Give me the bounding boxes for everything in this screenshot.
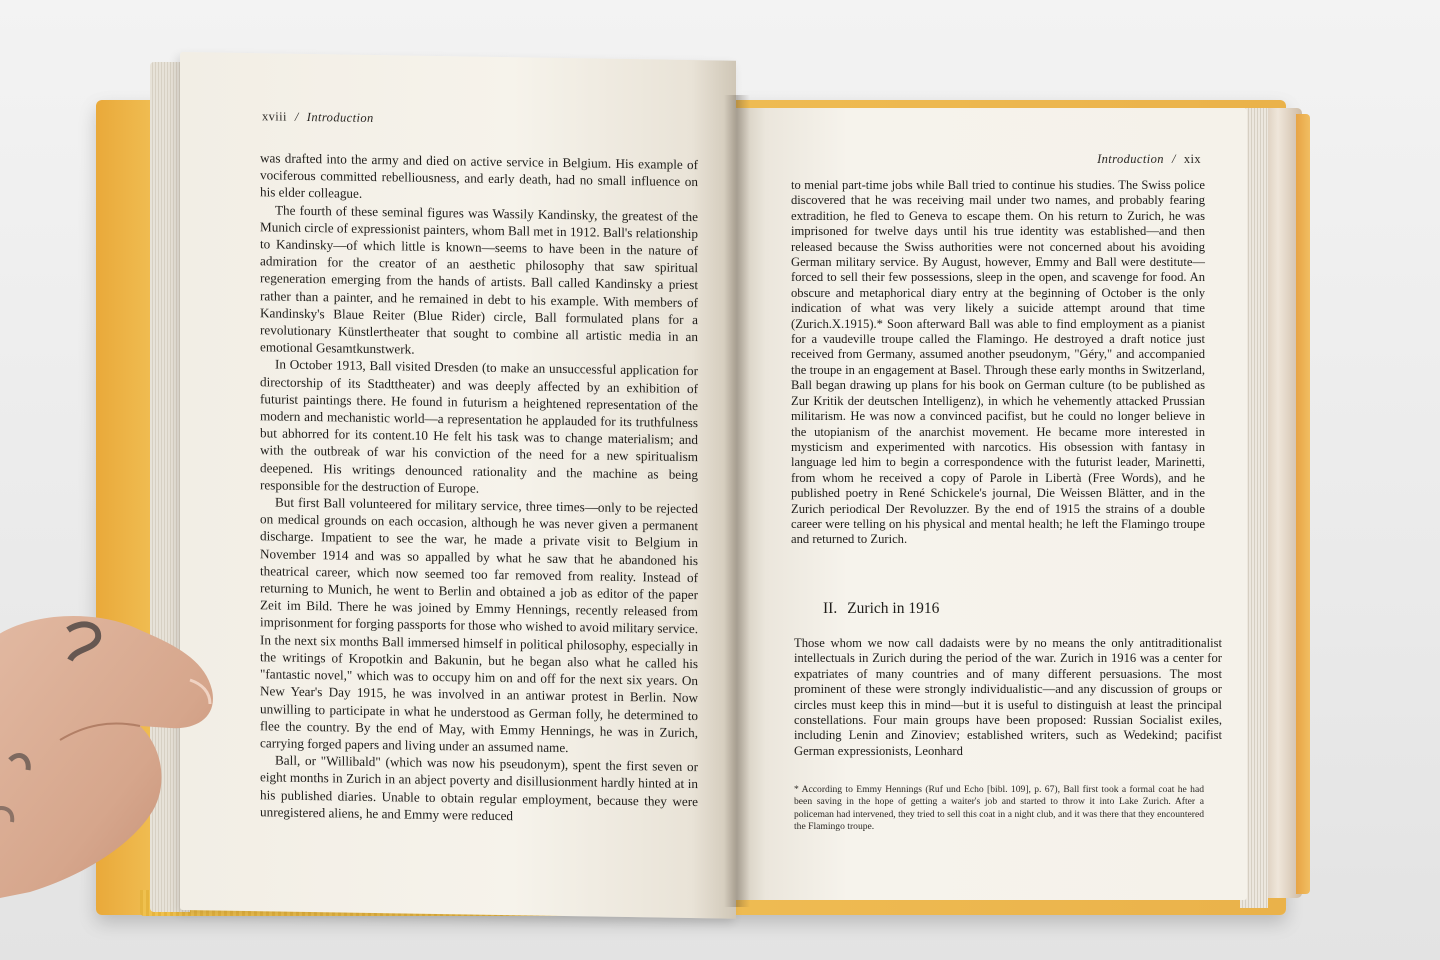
paragraph: Those whom we now call dadaists were by no means the only antitraditionalist intellectuals in Zurich during the period of the war. Zurich in 1916 was a center for expatriates of many countries and of many different persuasions. The most prominent of these were strongly individualistic—and any discussion of groups or circles must keep this in mind—but it is useful to distinguish at least the principal constellations. Four main groups have been proposed: Russian Socialist exiles, including Lenin and Zinoviev; established writers, such as Wedekind; pacifist German expressionists, Leonhard bbox=[794, 636, 1222, 758]
right-head-separator: / bbox=[1171, 152, 1176, 166]
paragraph: Ball, or "Willibald" (which was now his pseudonym), spent the first seven or eight months in Zurich in an abject poverty and disillusionment hardly hinted at in his published diaries. Unable to obtain regular employment, because they were unregistered aliens, he and Emmy were reduced bbox=[260, 752, 698, 823]
right-page bbox=[735, 108, 1247, 900]
section-heading bbox=[823, 600, 939, 618]
paragraph: was drafted into the army and died on active service in Belgium. His example of vociferous committed rebelliousness, and early death, had no small influence on his elder colleague. bbox=[260, 150, 698, 202]
paragraph: The fourth of these seminal figures was Wassily Kandinsky, the greatest of the Munich circle of expressionist painters, whom Ball met in 1912. Ball's relationship to Kandinsky—of which little is known—seems to have been in the nature of admiration for the creator of an aesthetic philosophy that saw spiritual regeneration emerging from the hands of artists. Ball called Kandinsky a priest rather than a painter, and he remained in debt to his example. With members of Kandinsky's Blaue Reiter (Blue Rider) circle, Ball formulated plans for a revolutionary Künstlertheater that sought to combine all artistic media in an emotional Gesamtkunstwerk. bbox=[260, 202, 698, 357]
right-folio: xix bbox=[1183, 152, 1201, 166]
section-number: II. bbox=[823, 600, 838, 617]
section-title: Zurich in 1916 bbox=[847, 600, 940, 617]
footnote: * According to Emmy Hennings (Ruf und Echo [bibl. 109], p. 67), Ball first took a formal coat he had been saving in the hope of getting a waiter's job and started to throw it into Lake Zurich. After a policeman had intervened, they tried to sell this coat in a night club, and it was there that they encountered the Flamingo troupe. bbox=[794, 784, 1204, 833]
left-head-title: Introduction bbox=[306, 109, 374, 126]
left-running-head bbox=[262, 109, 374, 126]
paragraph: In October 1913, Ball visited Dresden (to make an unsuccessful application for directorship of its Stadttheater) and was deeply affected by an exhibition of futurist paintings there. He found in futurism a heightened representation of the modern and mechanistic world—a representation he applauded for its truthfulness but abhorred for its content.10 He felt his task was to change materialism; and with the outbreak of war his conviction of the need for a new spiritualism deepened. His writings denounced rationality and the machine as being responsible for the destruction of Europe. bbox=[260, 356, 698, 496]
section-body-text bbox=[794, 636, 1222, 759]
left-body-text bbox=[260, 149, 698, 827]
right-running-head bbox=[1097, 152, 1201, 167]
left-page bbox=[180, 52, 736, 919]
right-head-title: Introduction bbox=[1097, 152, 1164, 166]
paragraph: But first Ball volunteered for military service, three times—only to be rejected on medical grounds on each occasion, although he was never given a permanent discharge. Impatient to see the war, he made a private visit to Belgium in November 1914 and was so appalled by what he saw that he abandoned his theatrical career, which now seemed too far removed from reality. Instead of returning to Munich, he went to Berlin and obtained a job as editor of the paper Zeit im Bild. There he was joined by Emmy Hennings, recently released from imprisonment for forging passports for those who wished to avoid military service. In the next six months Ball immersed himself in political philosophy, especially in the writings of Kropotkin and Bakunin, but he began also what he called his "fantastic novel," which was to occupy him on and off for the next six years. On New Year's Day 1915, he was involved in an antiwar protest in Berlin. Now unwilling to participate in what he understood as German folly, he determined to flee the country. By the end of May, with Emmy Hennings, he was in Zurich, carrying forged papers and living under an assumed name. bbox=[260, 494, 698, 756]
hand-holding-page bbox=[0, 600, 230, 900]
left-head-separator: / bbox=[294, 109, 299, 124]
left-folio: xviii bbox=[262, 109, 287, 124]
right-body-text bbox=[791, 178, 1205, 548]
dust-jacket-fold bbox=[1296, 114, 1310, 894]
book-gutter-shadow bbox=[724, 95, 750, 907]
paragraph: to menial part-time jobs while Ball tried to continue his studies. The Swiss police discovered that he was receiving mail under two names, and probably fearing extradition, he fled to Geneva to escape them. On his return to Zurich, he was imprisoned for twelve days until his true identity was established—and then released because the Swiss authorities were not concerned about his avoiding German military service. By August, however, Emmy and Ball were destitute—forced to sell their few possessions, sleep in the open, and scavenge for food. An obscure and metaphorical diary entry at the beginning of October is the only indication of what was very likely a suicide attempt around that time (Zurich.X.1915).* Soon afterward Ball was able to find employment as a pianist for a vaudeville troupe called the Flamingo. He destroyed a draft notice just received from Germany, assumed another pseudonym, "Géry," and accompanied the troupe in an engagement at Basel. Through these early months in Switzerland, Ball began drawing up plans for his book on German culture (to be published as Zur Kritik der deutschen Intelligenz), in which he vehemently attacked Prussian militarism. He was now a convinced pacifist, but he could no longer believe in the utopianism of the anarchist movement. He became more interested in mysticism and experimented with narcotics. His obsession with fantasy in language led him to begin a correspondence with the futurist leader, Marinetti, from whom he received a copy of Parole in Libertà (Free Words), and he published poetry in René Schickele's journal, Die Weissen Blätter, and in the Zurich periodical Der Revoluzzer. By the end of 1915 the strains of a double career were telling on his physical and mental health; he left the Flamingo troupe and returned to Zurich. bbox=[791, 178, 1205, 547]
